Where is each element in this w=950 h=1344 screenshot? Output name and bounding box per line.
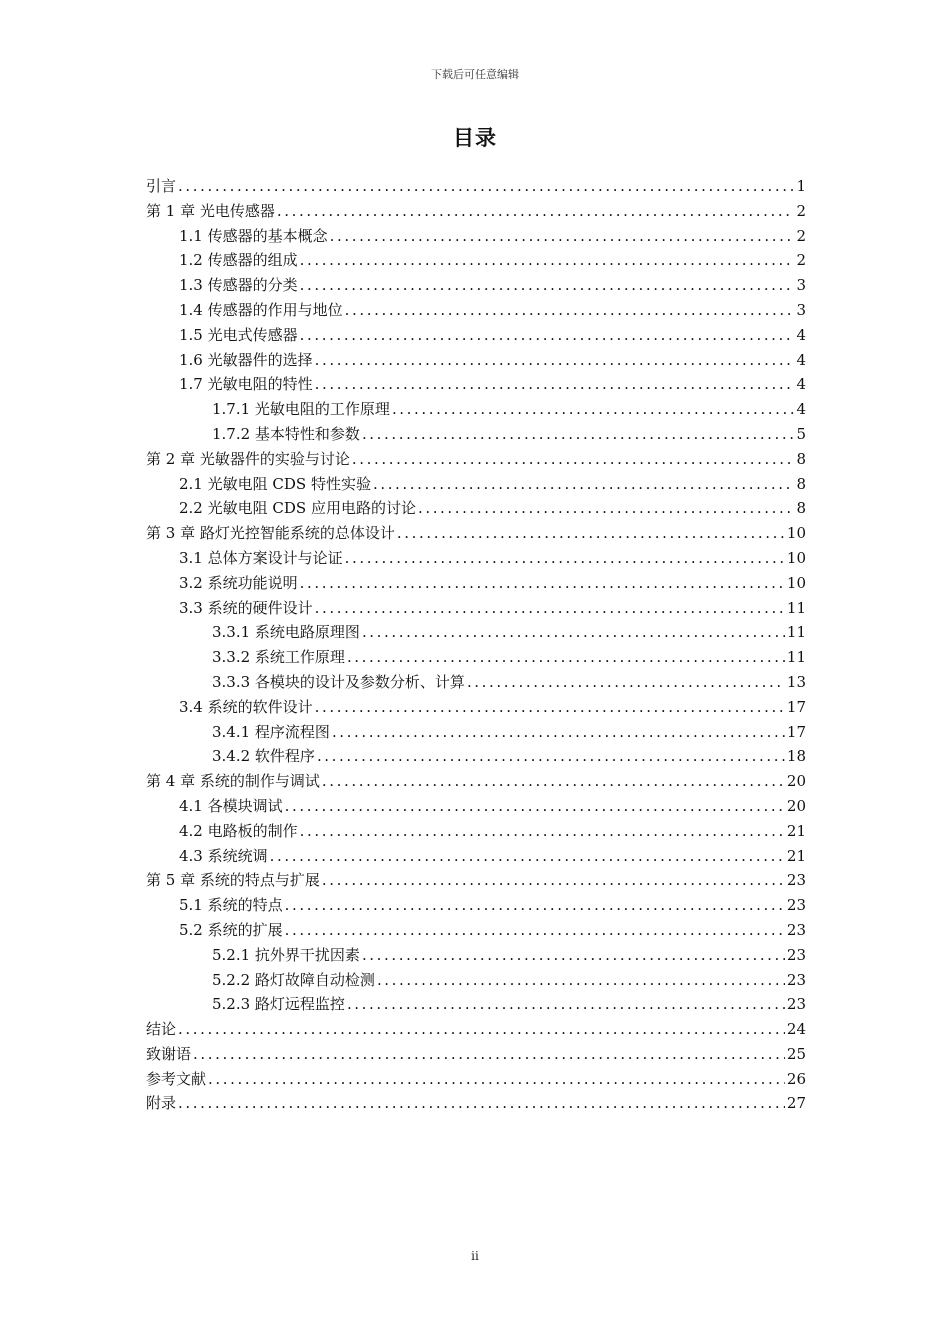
toc-entry[interactable]: [146, 546, 806, 571]
toc-entry-label: 1.7.2 基本特性和参数: [212, 424, 360, 443]
toc-entry-label: 3.3.2 系统工作原理: [212, 648, 345, 667]
toc-entry[interactable]: [146, 1067, 806, 1092]
toc-entry-label: 第 2 章 光敏器件的实验与讨论: [146, 449, 350, 468]
toc-entry[interactable]: [146, 348, 806, 373]
toc-entry-label: 结论: [146, 1020, 177, 1039]
toc-entry-page: 23: [786, 896, 806, 915]
toc-dot-leader: [352, 447, 795, 472]
toc-entry[interactable]: [146, 943, 806, 968]
toc-entry[interactable]: [146, 744, 806, 769]
toc-entry-label: 4.2 电路板的制作: [179, 821, 298, 840]
toc-dot-leader: [285, 893, 785, 918]
toc-entry-label: 1.3 传感器的分类: [179, 276, 298, 295]
toc-entry-page: 4: [796, 375, 806, 394]
toc-dot-leader: [347, 992, 785, 1017]
toc-entry-label: 3.1 总体方案设计与论证: [179, 548, 343, 567]
toc-entry-page: 23: [786, 920, 806, 939]
toc-entry-page: 3: [796, 276, 806, 295]
toc-entry[interactable]: [146, 521, 806, 546]
toc-entry-label: 1.7 光敏电阻的特性: [179, 375, 313, 394]
toc-entry-page: 1: [796, 177, 806, 195]
toc-entry-page: 17: [786, 697, 806, 716]
toc-dot-leader: [330, 224, 795, 249]
toc-entry[interactable]: [146, 868, 806, 893]
toc-dot-leader: [178, 1017, 785, 1042]
toc-entry-page: 2: [796, 226, 806, 245]
toc-entry-page: 10: [786, 573, 806, 592]
toc-entry-label: 引言: [146, 177, 177, 195]
toc-entry[interactable]: [146, 645, 806, 670]
toc-entry[interactable]: [146, 720, 806, 745]
header-note: 下载后可任意编辑: [431, 68, 519, 81]
toc-entry-label: 5.2.1 抗外界干扰因素: [212, 945, 360, 964]
toc-entry[interactable]: [146, 298, 806, 323]
toc-entry[interactable]: [146, 1042, 806, 1067]
toc-dot-leader: [315, 695, 785, 720]
toc-dot-leader: [345, 546, 785, 571]
toc-dot-leader: [362, 422, 795, 447]
toc-entry[interactable]: [146, 447, 806, 472]
toc-entry-page: 5: [796, 424, 806, 443]
toc-entry[interactable]: [146, 596, 806, 621]
toc-entry-label: 1.6 光敏器件的选择: [179, 350, 313, 369]
toc-dot-leader: [317, 744, 785, 769]
toc-entry-label: 4.3 系统统调: [179, 846, 268, 865]
toc-entry-label: 2.2 光敏电阻 CDS 应用电路的讨论: [179, 499, 416, 518]
toc-entry-page: 23: [786, 945, 806, 964]
page-number: ii: [471, 1249, 479, 1263]
toc-entry-page: 26: [786, 1069, 806, 1088]
toc-entry[interactable]: [146, 199, 806, 224]
toc-dot-leader: [208, 1067, 785, 1092]
toc-dot-leader: [397, 521, 785, 546]
toc-entry-label: 5.1 系统的特点: [179, 896, 283, 915]
toc-entry-label: 5.2 系统的扩展: [179, 920, 283, 939]
page-title: 目录: [453, 126, 497, 150]
toc-entry[interactable]: [146, 1017, 806, 1042]
toc-entry-page: 21: [786, 846, 806, 865]
toc-entry-page: 4: [796, 325, 806, 344]
toc-entry-page: 23: [786, 970, 806, 989]
toc-entry-page: 18: [786, 747, 806, 766]
toc-entry[interactable]: [146, 174, 806, 199]
toc-entry-label: 5.2.2 路灯故障自动检测: [212, 970, 375, 989]
toc-entry-label: 第 1 章 光电传感器: [146, 201, 275, 220]
toc-entry-label: 3.4.1 程序流程图: [212, 722, 330, 741]
toc-entry-label: 第 3 章 路灯光控智能系统的总体设计: [146, 524, 395, 543]
toc-entry-page: 24: [786, 1020, 806, 1039]
toc-entry[interactable]: [146, 670, 806, 695]
toc-dot-leader: [362, 943, 785, 968]
toc-entry-page: 25: [786, 1044, 806, 1063]
toc-entry[interactable]: [146, 918, 806, 943]
toc-entry-page: 21: [786, 821, 806, 840]
toc-dot-leader: [315, 348, 795, 373]
toc-entry[interactable]: [146, 794, 806, 819]
toc-entry-page: 13: [786, 672, 806, 691]
toc-entry-page: 2: [796, 201, 806, 220]
toc-entry[interactable]: [146, 769, 806, 794]
toc-dot-leader: [300, 323, 795, 348]
toc-dot-leader: [270, 844, 785, 869]
toc-entry[interactable]: [146, 992, 806, 1017]
toc-entry-label: 3.4.2 软件程序: [212, 747, 315, 766]
toc-entry[interactable]: [146, 372, 806, 397]
toc-dot-leader: [178, 174, 794, 199]
toc-dot-leader: [277, 199, 795, 224]
toc-dot-leader: [347, 645, 785, 670]
toc-entry[interactable]: [146, 422, 806, 447]
toc-dot-leader: [362, 620, 785, 645]
toc-entry-page: 27: [786, 1094, 806, 1113]
toc-dot-leader: [285, 918, 785, 943]
toc-entry-page: 11: [786, 598, 806, 617]
toc-entry-label: 附录: [146, 1094, 177, 1113]
toc-entry-page: 20: [786, 772, 806, 791]
toc-entry-label: 3.3.1 系统电路原理图: [212, 623, 360, 642]
toc-dot-leader: [322, 769, 785, 794]
toc-entry[interactable]: [146, 844, 806, 869]
toc-entry[interactable]: [146, 248, 806, 273]
toc-entry-label: 1.5 光电式传感器: [179, 325, 298, 344]
toc-entry[interactable]: [146, 323, 806, 348]
toc-entry-label: 3.3.3 各模块的设计及参数分析、计算: [212, 672, 465, 691]
toc-entry[interactable]: [146, 224, 806, 249]
toc-entry[interactable]: [146, 397, 806, 422]
toc-dot-leader: [285, 794, 785, 819]
toc-entry[interactable]: [146, 968, 806, 993]
toc-entry[interactable]: [146, 496, 806, 521]
toc-entry[interactable]: [146, 620, 806, 645]
toc-entry-label: 3.3 系统的硬件设计: [179, 598, 313, 617]
toc-dot-leader: [373, 472, 795, 497]
toc-dot-leader: [300, 819, 785, 844]
toc-entry-label: 2.1 光敏电阻 CDS 特性实验: [179, 474, 371, 493]
toc-entry-page: 17: [786, 722, 806, 741]
toc-dot-leader: [300, 571, 785, 596]
toc-entry[interactable]: [146, 571, 806, 596]
toc-entry-page: 2: [796, 251, 806, 270]
toc-dot-leader: [300, 273, 795, 298]
toc-entry-page: 10: [786, 524, 806, 543]
toc-entry[interactable]: [146, 893, 806, 918]
toc-entry-label: 4.1 各模块调试: [179, 796, 283, 815]
toc-dot-leader: [377, 968, 785, 993]
toc-entry-page: 23: [786, 871, 806, 890]
toc-entry-label: 1.7.1 光敏电阻的工作原理: [212, 400, 390, 419]
toc-dot-leader: [178, 1091, 785, 1116]
toc-entry[interactable]: [146, 1091, 806, 1116]
toc-dot-leader: [300, 248, 795, 273]
toc-dot-leader: [345, 298, 795, 323]
toc-entry-label: 第 5 章 系统的特点与扩展: [146, 871, 320, 890]
toc-dot-leader: [392, 397, 795, 422]
toc-dot-leader: [193, 1042, 785, 1067]
toc-entry[interactable]: [146, 472, 806, 497]
toc-dot-leader: [332, 720, 785, 745]
toc-entry-label: 1.2 传感器的组成: [179, 251, 298, 270]
toc-dot-leader: [322, 868, 785, 893]
toc-entry-page: 20: [786, 796, 806, 815]
toc-entry-page: 23: [786, 995, 806, 1014]
toc-entry-page: 4: [796, 350, 806, 369]
toc-entry-page: 11: [786, 648, 806, 667]
toc-entry-page: 4: [796, 400, 806, 419]
toc-entry-label: 致谢语: [146, 1044, 192, 1063]
toc-entry[interactable]: [146, 819, 806, 844]
toc-entry-label: 第 4 章 系统的制作与调试: [146, 772, 320, 791]
toc-entry-page: 8: [796, 449, 806, 468]
toc-entry-label: 5.2.3 路灯远程监控: [212, 995, 345, 1014]
toc-dot-leader: [467, 670, 785, 695]
toc-entry-page: 8: [796, 499, 806, 518]
toc-entry-label: 参考文献: [146, 1069, 207, 1088]
toc-entry-page: 3: [796, 300, 806, 319]
toc-entry-page: 10: [786, 548, 806, 567]
toc-dot-leader: [418, 496, 795, 521]
toc-entry[interactable]: [146, 695, 806, 720]
toc-entry-label: 3.2 系统功能说明: [179, 573, 298, 592]
toc-dot-leader: [315, 596, 785, 621]
toc-entry-page: 8: [796, 474, 806, 493]
toc-entry-label: 1.4 传感器的作用与地位: [179, 300, 343, 319]
toc-entry-label: 1.1 传感器的基本概念: [179, 226, 328, 245]
toc-entry-page: 11: [786, 623, 806, 642]
toc-dot-leader: [315, 372, 795, 397]
table-of-contents: [146, 174, 806, 1116]
toc-entry-label: 3.4 系统的软件设计: [179, 697, 313, 716]
toc-entry[interactable]: [146, 273, 806, 298]
